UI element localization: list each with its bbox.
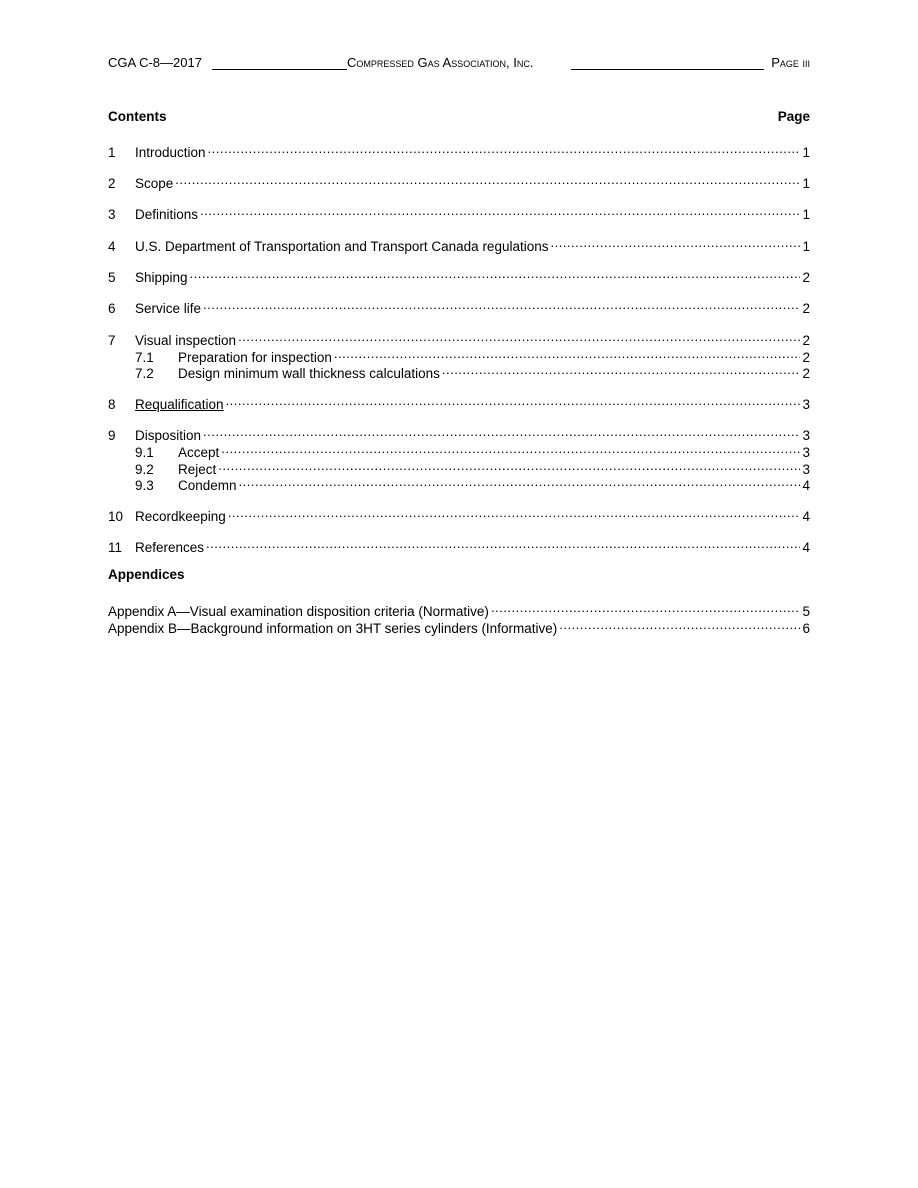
toc-entry-title: Introduction: [135, 145, 206, 160]
running-header: [108, 54, 810, 72]
toc-leader-dots: [226, 392, 801, 409]
toc-entry-7-2[interactable]: [108, 361, 810, 381]
toc-appendix-b[interactable]: [108, 616, 810, 636]
toc-appendix-page: 6: [802, 621, 810, 636]
toc-entry-title: Service life: [135, 301, 202, 316]
toc-entry-title: Accept: [178, 445, 220, 460]
toc-entry-page: 4: [802, 540, 810, 555]
toc-entry-page: 3: [802, 428, 810, 443]
toc-entry-11[interactable]: [108, 535, 810, 555]
toc-entry-title: Scope: [135, 176, 174, 191]
toc-entry-page: 2: [802, 301, 810, 316]
contents-title: Contents: [108, 109, 167, 124]
toc-entry-title: Definitions: [135, 207, 199, 222]
toc-entry-title: Disposition: [135, 428, 202, 443]
toc-entry-3[interactable]: [108, 202, 810, 222]
toc-entry-4[interactable]: [108, 234, 810, 254]
toc-leader-dots: [239, 473, 801, 490]
toc-leader-dots: [550, 234, 800, 251]
toc-leader-dots: [200, 202, 800, 219]
toc-entry-number: 4: [108, 239, 116, 254]
toc-leader-dots: [206, 535, 800, 552]
toc-appendix-title: Appendix B—Background information on 3HT series cylinders (Informative): [108, 621, 558, 636]
toc-entry-title: Preparation for inspection: [178, 350, 332, 365]
toc-entry-9-3[interactable]: [108, 473, 810, 493]
toc-leader-dots: [491, 599, 801, 616]
toc-entry-title: Recordkeeping: [135, 509, 226, 524]
toc-entry-9-1[interactable]: [108, 440, 810, 460]
header-page-label: Page iii: [771, 55, 810, 70]
toc-entry-page: 2: [802, 350, 810, 365]
toc-leader-dots: [238, 328, 800, 345]
toc-entry-page: 1: [802, 145, 810, 160]
toc-appendix-title: Appendix A—Visual examination disposition criteria (Normative): [108, 604, 489, 619]
toc-entry-10[interactable]: [108, 504, 810, 524]
toc-entry-9[interactable]: [108, 423, 810, 443]
toc-entry-title: Requalification: [135, 397, 224, 412]
toc-entry-number: 7.1: [135, 350, 154, 365]
header-publisher: Compressed Gas Association, Inc.: [347, 55, 534, 70]
toc-leader-dots: [559, 616, 800, 633]
toc-entry-page: 1: [802, 176, 810, 191]
toc-entry-number: 11: [108, 540, 123, 555]
toc-entry-5[interactable]: [108, 265, 810, 285]
toc-entry-page: 3: [802, 445, 810, 460]
toc-entry-page: 2: [802, 270, 810, 285]
header-rule-left: [212, 69, 347, 70]
toc-leader-dots: [228, 504, 801, 521]
toc-entry-title: U.S. Department of Transportation and Transport Canada regulations: [135, 239, 549, 254]
toc-appendix-page: 5: [802, 604, 810, 619]
toc-entry-title: Reject: [178, 462, 217, 477]
contents-page-column: Page: [777, 109, 810, 124]
toc-entry-number: 5: [108, 270, 116, 285]
toc-entry-2[interactable]: [108, 171, 810, 191]
toc-leader-dots: [208, 140, 801, 157]
toc-entry-number: 9.1: [135, 445, 154, 460]
toc-leader-dots: [442, 361, 801, 378]
toc-entry-number: 8: [108, 397, 116, 412]
toc-leader-dots: [175, 171, 800, 188]
toc-entry-title: References: [135, 540, 205, 555]
toc-entry-page: 2: [802, 333, 810, 348]
toc-entry-7[interactable]: [108, 328, 810, 348]
toc-entry-title: Shipping: [135, 270, 188, 285]
appendices-heading: Appendices: [108, 567, 185, 582]
toc-entry-number: 9.3: [135, 478, 154, 493]
toc-entry-page: 4: [802, 478, 810, 493]
toc-entry-9-2[interactable]: [108, 457, 810, 477]
toc-entry-page: 3: [802, 397, 810, 412]
toc-entry-number: 7: [108, 333, 116, 348]
toc-entry-number: 7.2: [135, 366, 154, 381]
toc-entry-page: 1: [802, 207, 810, 222]
toc-entry-number: 2: [108, 176, 116, 191]
toc-leader-dots: [218, 457, 800, 474]
header-rule-right: [571, 69, 764, 70]
toc-entry-page: 2: [802, 366, 810, 381]
toc-entry-page: 1: [802, 239, 810, 254]
toc-leader-dots: [334, 345, 801, 362]
toc-entry-page: 3: [802, 462, 810, 477]
toc-leader-dots: [203, 423, 800, 440]
toc-entry-title: Visual inspection: [135, 333, 237, 348]
contents-heading: [108, 109, 810, 127]
toc-entry-number: 10: [108, 509, 124, 524]
toc-entry-6[interactable]: [108, 296, 810, 316]
toc-entry-title: Design minimum wall thickness calculations: [178, 366, 440, 381]
toc-entry-title: Condemn: [178, 478, 237, 493]
toc-entry-7-1[interactable]: [108, 345, 810, 365]
toc-entry-number: 9: [108, 428, 116, 443]
toc-entry-page: 4: [802, 509, 810, 524]
toc-entry-number: 3: [108, 207, 116, 222]
toc-leader-dots: [203, 296, 800, 313]
toc-appendix-a[interactable]: [108, 599, 810, 619]
toc-entry-number: 6: [108, 301, 116, 316]
toc-entry-number: 1: [108, 145, 116, 160]
toc-entry-number: 9.2: [135, 462, 154, 477]
header-doc-id: CGA C-8—2017: [108, 55, 202, 70]
toc-entry-1[interactable]: [108, 140, 810, 160]
toc-leader-dots: [190, 265, 801, 282]
toc-leader-dots: [221, 440, 800, 457]
toc-entry-8[interactable]: [108, 392, 810, 412]
